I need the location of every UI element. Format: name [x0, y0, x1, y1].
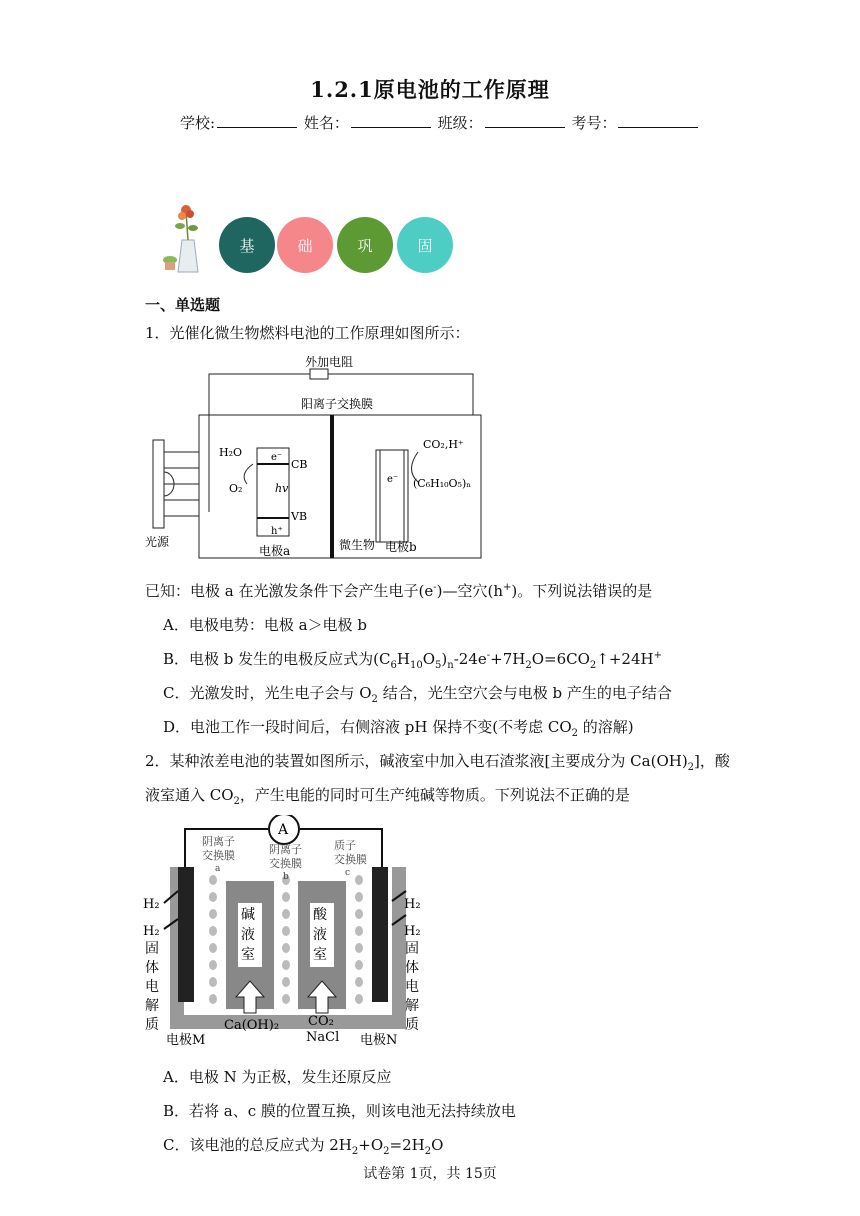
q2-mem-c-2: 交换膜 [334, 853, 367, 866]
q2-option-a[interactable]: A．电极 N 为正极，发生还原反应 [163, 1068, 392, 1086]
q2-acid-1: 酸 [313, 907, 327, 923]
q1-cb-label: CB [291, 458, 308, 471]
q1-electrode-b: 电极b [385, 540, 417, 554]
q1-e-label: e⁻ [271, 452, 283, 463]
figure-label: 质 [145, 1017, 159, 1033]
q1-microbe-label: 微生物 [339, 538, 376, 552]
figure-label: 质 [405, 1017, 419, 1033]
badge-ji: 基 [219, 217, 275, 273]
q1-option-d[interactable]: D．电池工作一段时间后，右侧溶液 pH 保持不变(不考虑 $CO_2$ 的溶解) [163, 718, 634, 739]
q2-stem-line1: 2．某种浓差电池的装置如图所示，碱液室中加入电石渣浆液[主要成分为 $Ca(OH)_2$]，酸 [145, 752, 730, 773]
figure-label: 体 [145, 960, 159, 976]
q2-h2-left-2: H₂ [143, 924, 160, 939]
q1-eb-label: e⁻ [387, 474, 399, 485]
q1-figure [143, 352, 488, 562]
student-info-line [180, 112, 700, 133]
q1-h-label: h⁺ [271, 526, 283, 537]
name-field[interactable] [351, 113, 431, 128]
q2-h2-left-1: H₂ [143, 897, 160, 912]
exam-no-field[interactable] [618, 113, 698, 128]
q1-option-a[interactable]: A．电极电势：电极 a＞电极 b [163, 616, 367, 634]
q1-option-c[interactable]: C．光激发时，光生电子会与 $O_2$ 结合，光生空穴会与电极 b 产生的电子结合 [163, 684, 672, 705]
badge-gong: 巩 [337, 217, 393, 273]
q2-mem-a-1: 阴离子 [202, 835, 235, 848]
q2-nacl: NaCl [306, 1030, 340, 1045]
page-footer: 试卷第 1页，共 15页 [363, 1166, 497, 1182]
q1-option-b[interactable]: B．电极 b 发生的电极反应式为$(C_6H_{10}O_5)_n-24e^-+7H_2O=6CO_2↑+24H^+$ [163, 650, 662, 671]
q2-mem-c-1: 质子 [334, 839, 356, 852]
exam-no-label: 考号： [571, 114, 617, 132]
class-field[interactable] [485, 113, 565, 128]
q1-vb-label: VB [291, 510, 308, 523]
name-label: 姓名： [303, 114, 349, 132]
q1-stem: 1．光催化微生物燃料电池的工作原理如图所示： [145, 324, 470, 342]
q2-stem-line2: 液室通入 $CO_2$，产生电能的同时可生产纯碱等物质。下列说法不正确的是 [145, 786, 630, 807]
plant-vase-icon [160, 200, 210, 275]
class-label: 班级： [437, 114, 483, 132]
q2-alkali-2: 液 [241, 927, 255, 943]
q1-electrode-a: 电极a [259, 544, 291, 558]
q1-known: 已知：电极 a 在光激发条件下会产生电子(e-)—空穴(h+)。下列说法错误的是 [145, 582, 653, 600]
q2-mem-b-2: 交换膜 [269, 857, 302, 870]
q2-h2-right-2: H₂ [404, 924, 421, 939]
q2-alkali-3: 室 [241, 947, 255, 963]
figure-label: 固 [405, 941, 419, 957]
q2-figure [140, 815, 440, 1050]
badge-chu: 础 [277, 217, 333, 273]
figure-label: 解 [405, 998, 419, 1014]
resistor-icon [310, 369, 328, 379]
q2-acid-3: 室 [313, 947, 327, 963]
badge-gu: 固 [397, 217, 453, 273]
q2-electrode-n: 电极N [360, 1033, 398, 1048]
q2-mem-c-3: c [345, 868, 351, 878]
q2-option-c[interactable]: C．该电池的总反应式为 $2H_2+O_2=2H_2O$ [163, 1136, 444, 1157]
q2-h2-right-1: H₂ [404, 897, 421, 912]
q2-mem-a-2: 交换膜 [202, 849, 235, 862]
figure-label: 体 [405, 960, 419, 976]
figure-label: 电 [145, 979, 159, 995]
q1-light-label: 光源 [145, 535, 170, 549]
q2-alkali-1: 碱 [241, 907, 255, 923]
q2-mem-b-3: b [283, 872, 289, 882]
electrode-m [178, 867, 194, 1002]
q1-hv-label: hv [275, 482, 289, 495]
q1-h2o-label: H₂O [219, 446, 243, 459]
q1-membrane-label: 阳离子交换膜 [301, 397, 374, 411]
q2-mem-a-3: a [215, 864, 221, 874]
page-title: 1.2.1原电池的工作原理 [310, 77, 550, 102]
school-field[interactable] [217, 113, 297, 128]
q1-o2-label: O₂ [229, 482, 243, 495]
q2-acid-2: 液 [313, 927, 327, 943]
cation-membrane [330, 415, 334, 558]
q1-poly-label: (C₆H₁₀O₅)ₙ [413, 477, 472, 490]
school-label: 学校: [180, 114, 216, 132]
figure-label: 固 [145, 941, 159, 957]
q2-co2: CO₂ [308, 1014, 334, 1029]
q2-option-b[interactable]: B．若将 a、c 膜的位置互换，则该电池无法持续放电 [163, 1102, 516, 1120]
q2-ammeter: A [278, 822, 289, 838]
q2-mem-b-1: 阴离子 [269, 843, 302, 856]
q2-electrode-m: 电极M [166, 1033, 206, 1048]
figure-label: 解 [145, 998, 159, 1014]
section-title: 一、单选题 [145, 296, 221, 314]
q1-co2h-label: CO₂,H⁺ [423, 438, 464, 451]
electrode-n [372, 867, 388, 1002]
figure-label: 电 [405, 979, 419, 995]
q2-caoh2: Ca(OH)₂ [224, 1018, 280, 1033]
q1-resistor-label: 外加电阻 [305, 355, 354, 369]
